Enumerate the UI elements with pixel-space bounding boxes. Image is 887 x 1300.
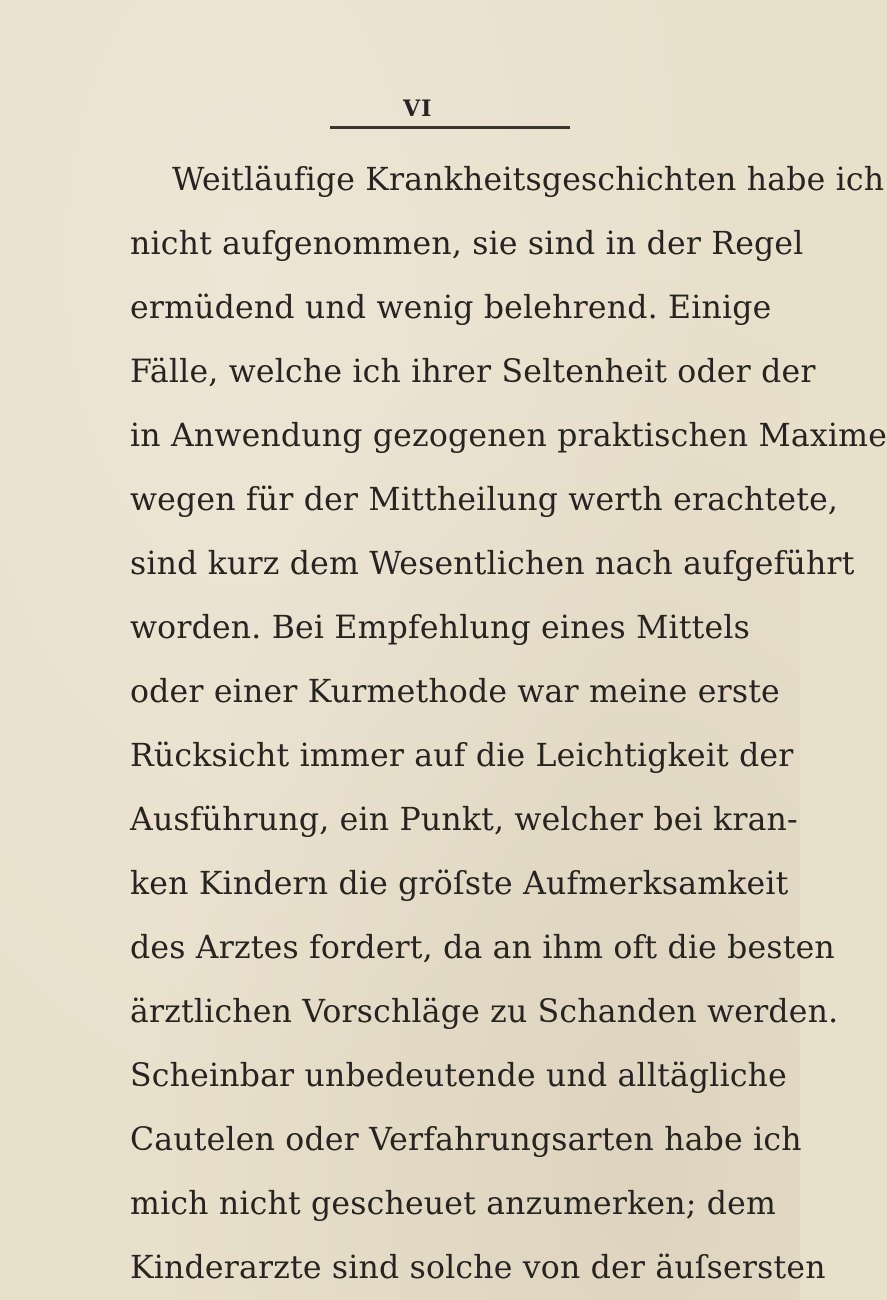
page-number: VI — [403, 96, 433, 122]
text-line-5: in Anwendung gezogenen praktischen Maxime — [130, 418, 887, 454]
text-line-18: Kinderarzte sind solche von der äuſsersten — [130, 1250, 826, 1286]
text-line-6: wegen für der Mittheilung werth erachtete, — [130, 482, 839, 518]
text-line-11: Ausführung, ein Punkt, welcher bei kran- — [130, 802, 798, 838]
text-line-4: Fälle, welche ich ihrer Seltenheit oder der — [130, 354, 816, 390]
text-line-12: ken Kindern die gröſste Aufmerksamkeit — [130, 866, 789, 902]
text-line-8: worden. Bei Empfehlung eines Mittels — [130, 610, 750, 646]
text-line-15: Scheinbar unbedeutende und alltägliche — [130, 1058, 788, 1094]
text-line-16: Cautelen oder Verfahrungsarten habe ich — [130, 1122, 802, 1158]
text-line-14: ärztlichen Vorschläge zu Schanden werden. — [130, 994, 839, 1030]
text-line-17: mich nicht gescheuet anzumerken; dem — [130, 1186, 777, 1222]
text-line-3: ermüdend und wenig belehrend. Einige — [130, 290, 772, 326]
text-line-9: oder einer Kurmethode war meine erste — [130, 674, 780, 710]
text-line-7: sind kurz dem Wesentlichen nach aufgeführt — [130, 546, 855, 582]
text-line-13: des Arztes fordert, da an ihm oft die besten — [130, 930, 835, 966]
text-line-1: Weitläufige Krankheitsgeschichten habe ich — [172, 162, 885, 198]
text-line-2: nicht aufgenommen, sie sind in der Regel — [130, 226, 804, 262]
header-rule — [330, 126, 570, 129]
text-line-10: Rücksicht immer auf die Leichtigkeit der — [130, 738, 794, 774]
